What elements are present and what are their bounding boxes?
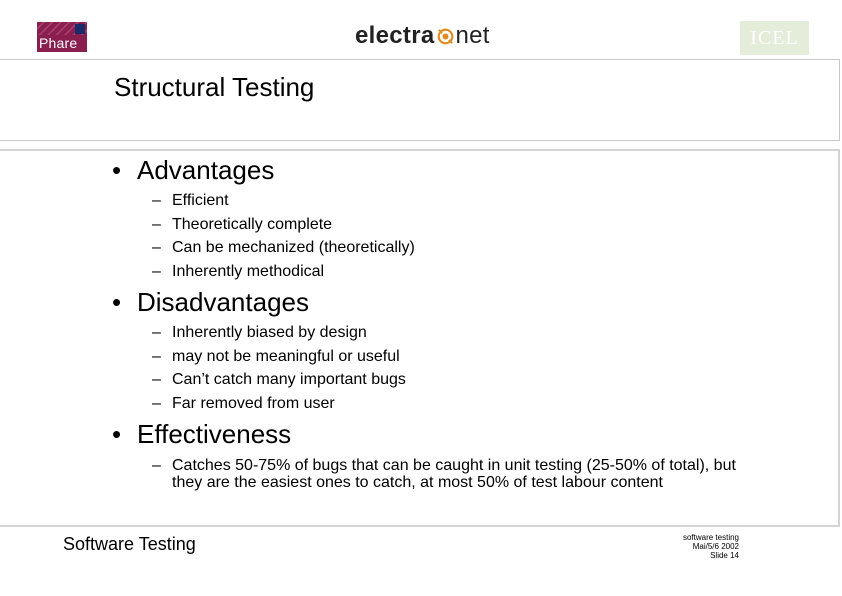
bullet-heading: Effectiveness <box>137 419 292 449</box>
title-box <box>0 59 840 141</box>
bullet-disadvantages <box>112 287 309 318</box>
dash-marker: – <box>152 394 161 412</box>
eu-flag-icon <box>75 24 85 34</box>
icel-logo-text: ICEL <box>750 26 799 49</box>
bullet-marker: • <box>112 419 122 449</box>
dash-marker: – <box>152 347 161 365</box>
bullet-heading: Advantages <box>137 155 275 185</box>
dash-marker: – <box>152 371 161 388</box>
electranet-logo-light: net <box>455 22 490 49</box>
list-item <box>152 321 406 345</box>
bullet-heading: Disadvantages <box>137 287 309 317</box>
electranet-mark-icon <box>437 28 454 45</box>
list-item-text: Theoretically complete <box>172 215 333 233</box>
footer-meta-line: Mai/5/6 2002 <box>692 542 739 551</box>
list-item <box>152 236 415 260</box>
list-item-text: Efficient <box>172 192 229 209</box>
bullet-marker: • <box>112 287 122 317</box>
list-item-text: Catches 50-75% of bugs that can be caught in unit testing (25-50% of total), but they are the easiest ones to catch, at most 50% of test labour content <box>172 457 736 491</box>
bullet-marker: • <box>112 155 122 185</box>
list-item <box>152 368 406 392</box>
list-item <box>152 189 415 213</box>
list-item <box>152 457 752 491</box>
electranet-logo <box>355 22 490 50</box>
list-item-text: Inherently biased by design <box>172 324 367 341</box>
disadvantages-list <box>152 321 406 415</box>
dash-marker: – <box>152 192 161 209</box>
electranet-logo-bold: electra <box>355 22 435 49</box>
phare-logo <box>37 22 87 52</box>
list-item <box>152 213 415 237</box>
list-item-text: Inherently methodical <box>172 262 325 280</box>
content-box <box>0 149 840 527</box>
list-item <box>152 392 406 416</box>
dash-marker: – <box>152 324 161 341</box>
list-item <box>152 260 415 284</box>
dash-marker: – <box>152 457 161 474</box>
bullet-advantages <box>112 155 274 186</box>
footer-title: Software Testing <box>63 534 196 554</box>
slide-title: Structural Testing <box>114 72 315 102</box>
list-item-text: may not be meaningful or useful <box>172 347 400 365</box>
footer-meta <box>683 533 739 560</box>
dash-marker: – <box>152 239 161 256</box>
footer-meta-line: software testing <box>682 533 739 542</box>
dash-marker: – <box>152 215 161 233</box>
list-item-text: Can be mechanized (theoretically) <box>172 239 415 256</box>
advantages-list <box>152 189 415 283</box>
list-item-text: Can’t catch many important bugs <box>172 371 406 388</box>
icel-logo <box>740 21 809 55</box>
list-item <box>152 345 406 369</box>
bullet-effectiveness <box>112 419 291 450</box>
list-item-text: Far removed from user <box>172 394 335 412</box>
footer-slide-number: Slide 14 <box>710 551 739 560</box>
phare-logo-text: Phare <box>39 35 78 51</box>
dash-marker: – <box>152 262 161 280</box>
